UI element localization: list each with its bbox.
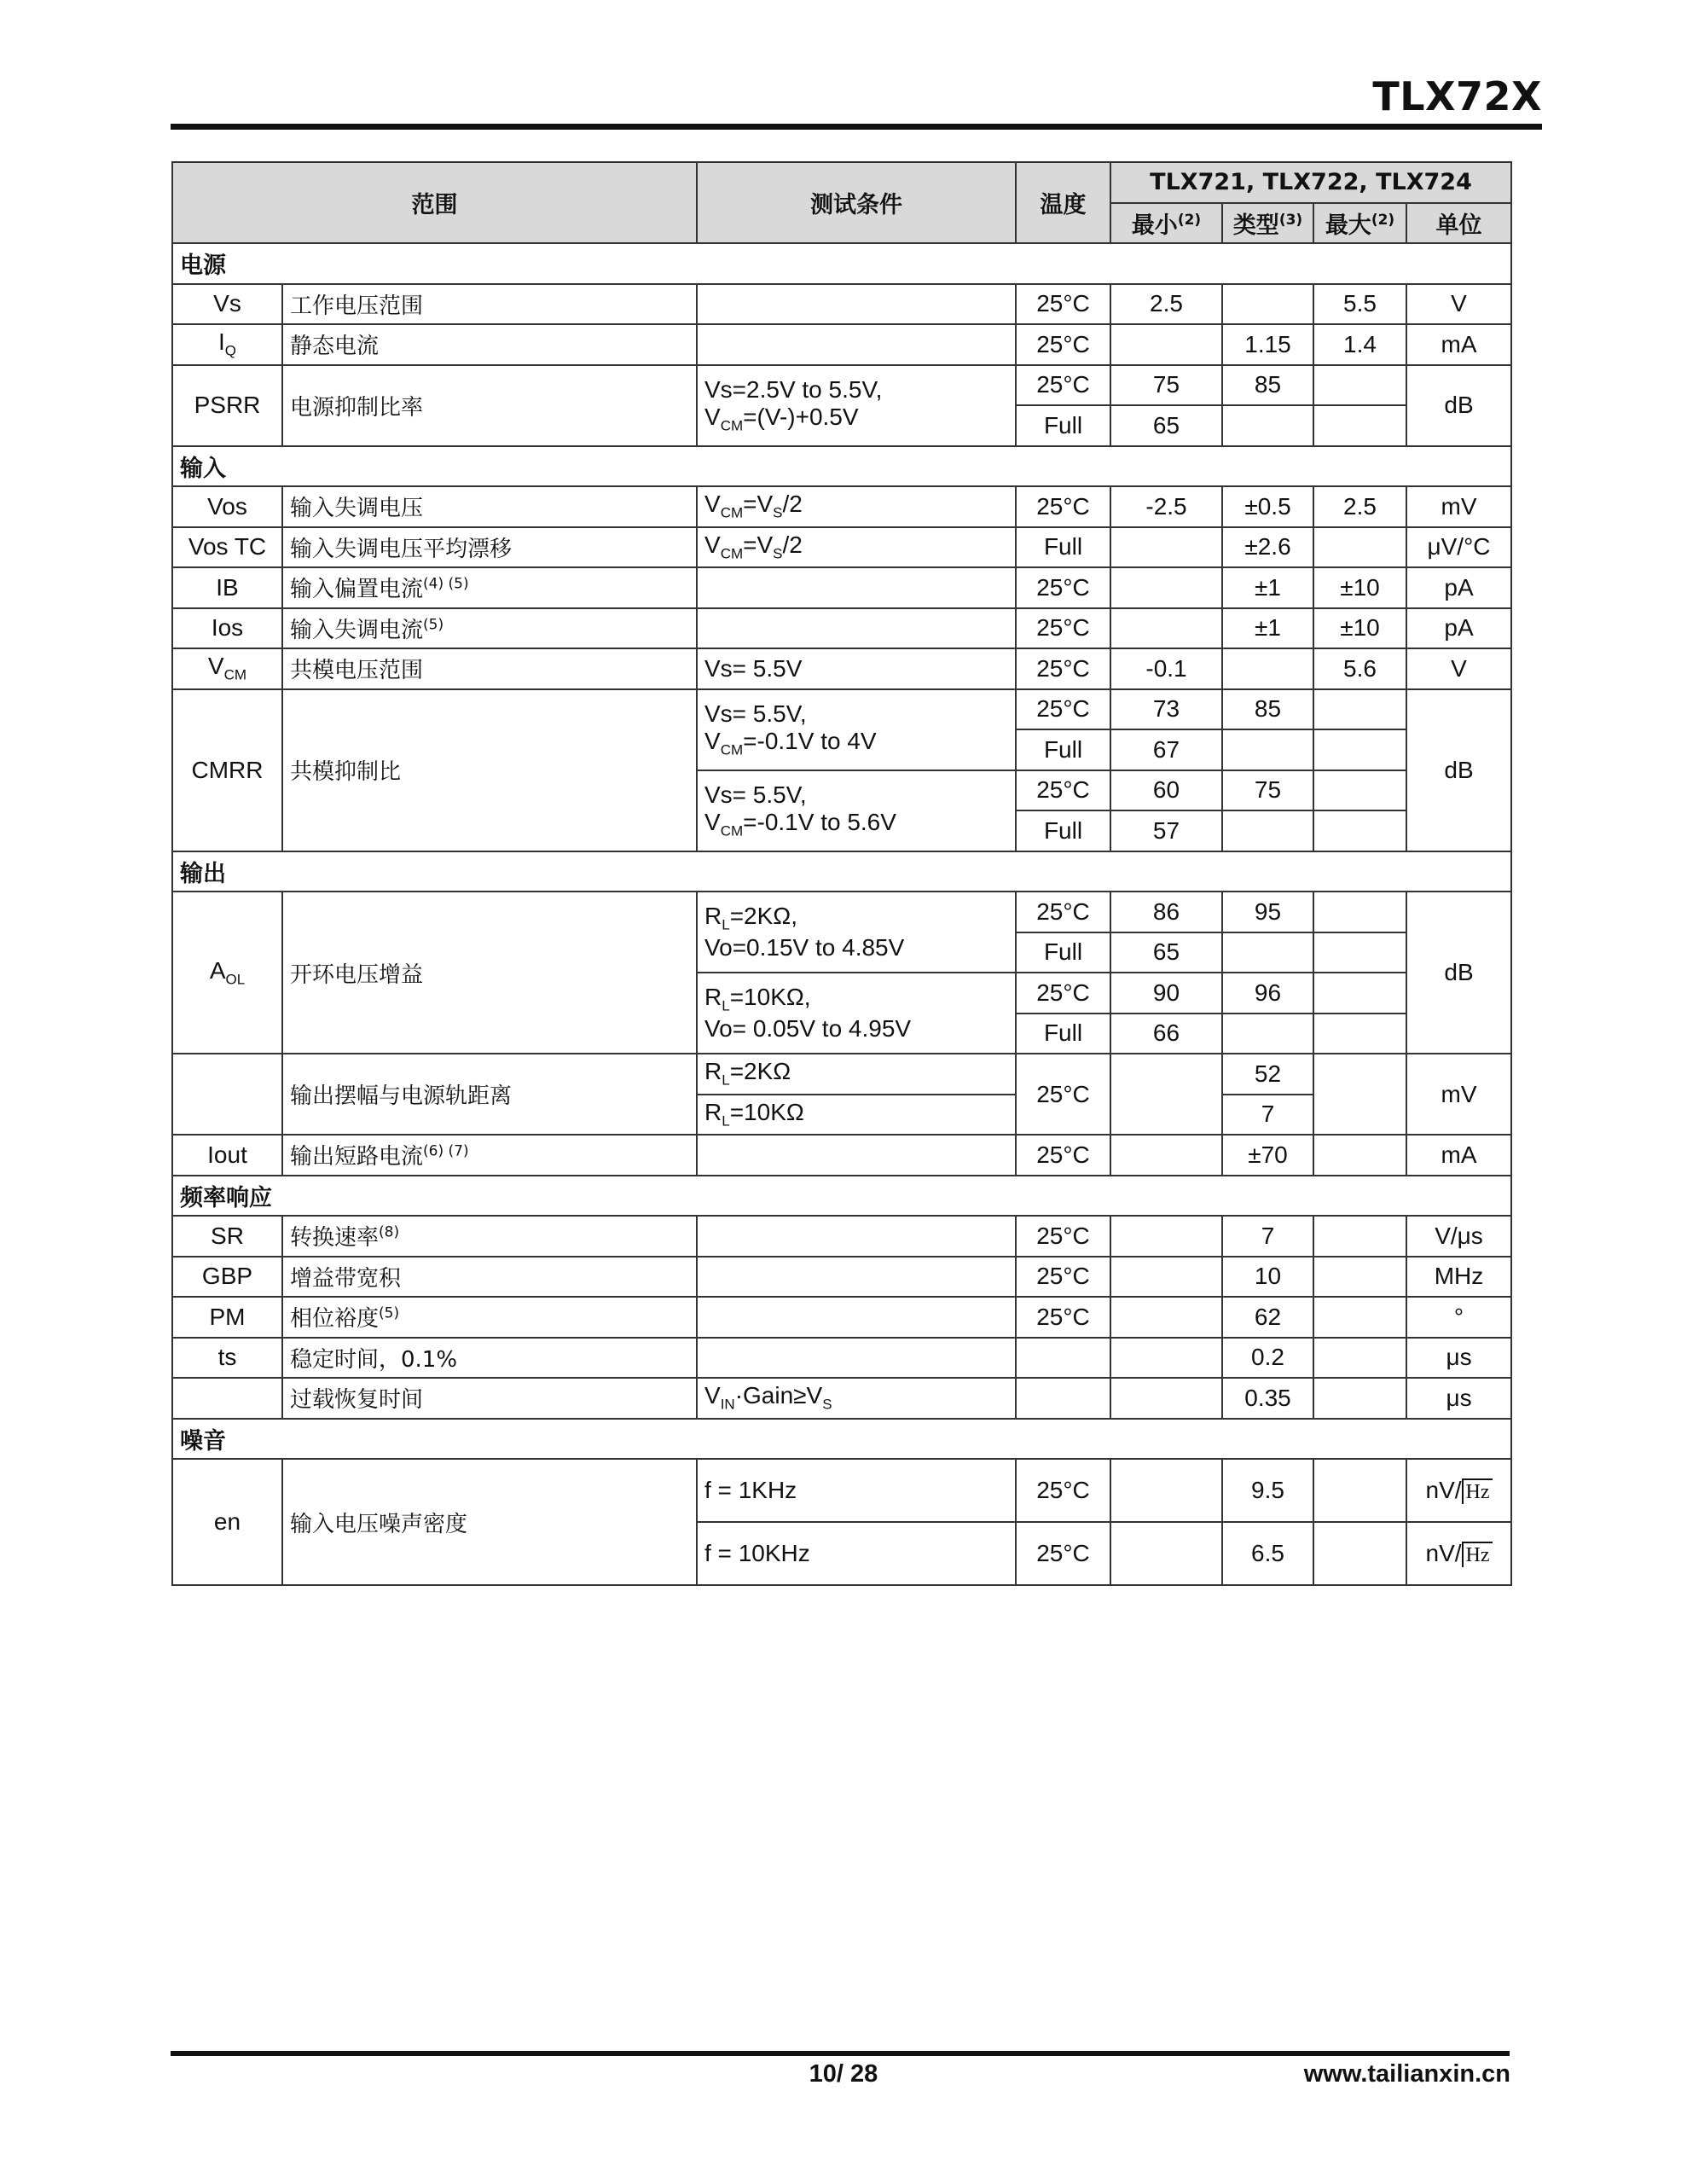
head-range: 范围 bbox=[172, 162, 697, 243]
head-models: TLX721, TLX722, TLX724 bbox=[1110, 162, 1511, 203]
table-row: Full 57 bbox=[172, 810, 1511, 851]
table-row: $V_{CM}$ 共模电压范围 Vs= 5.5V 25°C -0.1 5.6 V bbox=[172, 648, 1511, 689]
footer-rule bbox=[171, 2051, 1510, 2056]
section-output: 输出 bbox=[172, 851, 1511, 892]
spec-table bbox=[171, 161, 1512, 1586]
head-temp: 温度 bbox=[1016, 162, 1110, 243]
table-row: f = 10KHz 25°C 6.5 nV/ Hz bbox=[172, 1522, 1511, 1585]
head-max: 最大$^{(2)}$ bbox=[1313, 203, 1406, 244]
table-row: en 输入电压噪声密度 f = 1KHz 25°C 9.5 nV/ Hz bbox=[172, 1459, 1511, 1522]
table-row: ts 稳定时间，0.1% 0.2 μs bbox=[172, 1338, 1511, 1379]
table-header-row bbox=[172, 162, 1511, 203]
section-power: 电源 bbox=[172, 243, 1511, 284]
table-row: 输出摆幅与电源轨距离 $R_L=2K\Omega$ 25°C 52 mV bbox=[172, 1054, 1511, 1095]
head-condition: 测试条件 bbox=[697, 162, 1016, 243]
document-title: TLX72X bbox=[1372, 73, 1542, 119]
table-row: PSRR 电源抑制比率 Vs=2.5V to 5.5V, $V_{CM}=(V-)+0.5V$ 25°C 75 85 dB bbox=[172, 365, 1511, 406]
table-row: Full 66 bbox=[172, 1014, 1511, 1054]
table-row: $R_L=10K\Omega$ 7 bbox=[172, 1095, 1511, 1136]
table-row: Full 65 bbox=[172, 932, 1511, 973]
section-noise: 噪音 bbox=[172, 1419, 1511, 1460]
table-row: Vos TC 输入失调电压平均漂移 $V_{CM}=V_S/2$ Full ±2.6 μV/°C bbox=[172, 527, 1511, 568]
table-row: $R_L=10K\Omega$, Vo= 0.05V to 4.95V 25°C 90 96 bbox=[172, 973, 1511, 1014]
table-row: Ios 输入失调电流$^{(5)}$ 25°C ±1 ±10 pA bbox=[172, 608, 1511, 649]
website-link[interactable]: www.tailianxin.cn bbox=[1303, 2060, 1510, 2088]
header-rule bbox=[171, 124, 1542, 130]
sqrt-symbol: Hz bbox=[1462, 1478, 1493, 1504]
table-row: Iout 输出短路电流$^{(6) (7)}$ 25°C ±70 mA bbox=[172, 1135, 1511, 1176]
table-row: $I_Q$ 静态电流 25°C 1.15 1.4 mA bbox=[172, 324, 1511, 365]
head-typ: 类型$^{(3)}$ bbox=[1222, 203, 1313, 244]
table-row: 过载恢复时间 $V_{IN}\cdot Gain\ge V_S$ 0.35 μs bbox=[172, 1378, 1511, 1419]
table-row: Vs= 5.5V, $V_{CM}=-0.1V$ to 5.6V 25°C 60 75 bbox=[172, 770, 1511, 811]
section-input: 输入 bbox=[172, 446, 1511, 487]
sqrt-symbol: Hz bbox=[1462, 1542, 1493, 1567]
table-row: Vos 输入失调电压 $V_{CM}=V_S/2$ 25°C -2.5 ±0.5 2.5 mV bbox=[172, 486, 1511, 527]
table-row: Full 65 bbox=[172, 405, 1511, 446]
table-row: PM 相位裕度$^{(5)}$ 25°C 62 ° bbox=[172, 1297, 1511, 1338]
table-row: Full 67 bbox=[172, 729, 1511, 770]
page-number: 10/ 28 bbox=[809, 2060, 878, 2088]
section-frequency: 频率响应 bbox=[172, 1176, 1511, 1217]
table-row: $A_{OL}$ 开环电压增益 $R_L=2K\Omega$, Vo=0.15V to 4.85V 25°C 86 95 dB bbox=[172, 892, 1511, 932]
head-min: 最小$^{(2)}$ bbox=[1110, 203, 1222, 244]
head-unit: 单位 bbox=[1406, 203, 1511, 244]
table-row: SR 转换速率$^{(8)}$ 25°C 7 V/μs bbox=[172, 1216, 1511, 1257]
table-row: IB 输入偏置电流$^{(4) (5)}$ 25°C ±1 ±10 pA bbox=[172, 567, 1511, 608]
table-row: CMRR 共模抑制比 Vs= 5.5V, $V_{CM}=-0.1V$ to 4V 25°C 73 85 dB bbox=[172, 689, 1511, 730]
table-row: GBP 增益带宽积 25°C 10 MHz bbox=[172, 1257, 1511, 1298]
table-row: Vs 工作电压范围 25°C 2.5 5.5 V bbox=[172, 284, 1511, 325]
